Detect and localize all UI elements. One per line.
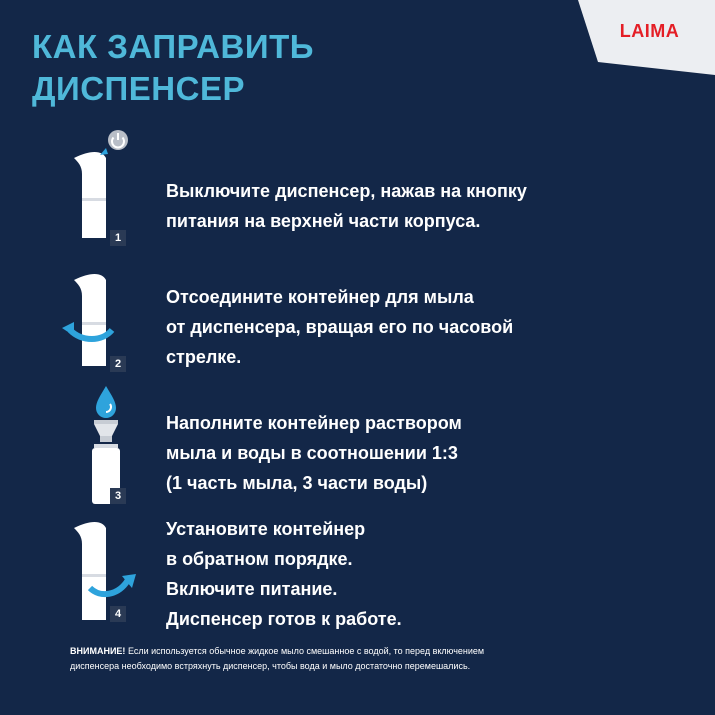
- step-text: [166, 176, 686, 236]
- step-line: Включите питание.: [166, 579, 338, 599]
- water-drop-icon: [96, 386, 116, 418]
- step-line: в обратном порядке.: [166, 549, 353, 569]
- warning-label: ВНИМАНИЕ!: [70, 646, 126, 656]
- dispenser-illustration: [60, 518, 150, 638]
- step-line: Отсоедините контейнер для мыла: [166, 287, 474, 307]
- step-number: 1: [110, 230, 126, 246]
- step-text: [166, 282, 686, 372]
- step-line: стрелке.: [166, 347, 242, 367]
- warning-text: Если используется обычное жидкое мыло смешанное с водой, то перед включением: [125, 646, 485, 656]
- step-line: питания на верхней части корпуса.: [166, 211, 481, 231]
- step-number: 2: [110, 356, 126, 372]
- dispenser-illustration: [60, 128, 150, 248]
- step-text: [166, 514, 686, 634]
- step-line: мыла и воды в соотношении 1:3: [166, 443, 458, 463]
- container-illustration: [60, 386, 150, 506]
- funnel-icon: [94, 420, 118, 442]
- step-line: Выключите диспенсер, нажав на кнопку: [166, 181, 527, 201]
- dispenser-illustration: [60, 268, 150, 388]
- step-number: 3: [110, 488, 126, 504]
- step-number: 4: [110, 606, 126, 622]
- title-line-1: КАК ЗАПРАВИТЬ: [32, 28, 314, 65]
- warning-text: диспенсера необходимо встряхнуть диспенсер, чтобы вода и мыло достаточно перемешались.: [70, 661, 471, 671]
- step-line: Установите контейнер: [166, 519, 366, 539]
- page-title: [32, 26, 452, 110]
- step-line: Диспенсер готов к работе.: [166, 609, 402, 629]
- step-line: Наполните контейнер раствором: [166, 413, 462, 433]
- step-line: (1 часть мыла, 3 части воды): [166, 473, 428, 493]
- title-line-2: ДИСПЕНСЕР: [32, 70, 245, 107]
- brand-logo: LAIMA: [619, 21, 680, 41]
- step-text: [166, 408, 686, 498]
- warning-note: [70, 644, 690, 674]
- step-line: от диспенсера, вращая его по часовой: [166, 317, 514, 337]
